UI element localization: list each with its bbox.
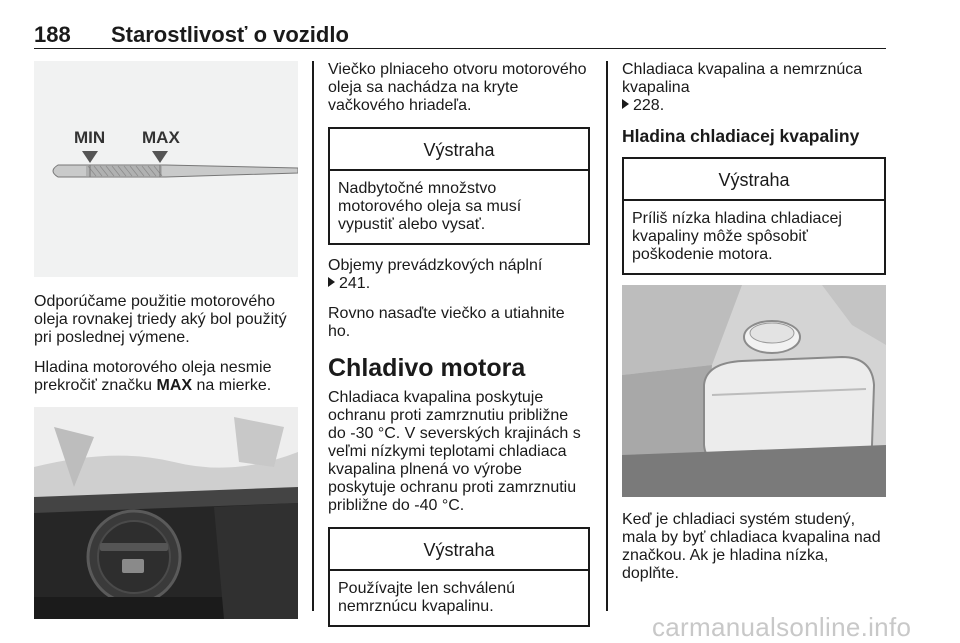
page-reference: 228. [633, 97, 665, 114]
page-reference: 241. [339, 275, 371, 292]
section-heading: Hladina chladiacej kvapaliny [622, 126, 860, 146]
engine-photo-illustration [34, 407, 298, 619]
paragraph: Chladiaca kvapalina poskytuje ochranu proti zamrznutiu približne do -30 °C. V severských krajinách s veľmi nízkymi teplotami chladiaca kvapalina plnená vo výrobe poskytuje ochranu proti zamrznutiu približne do -40 °C. [328, 389, 581, 514]
oil-cap-photo [34, 407, 298, 619]
paragraph [34, 359, 300, 395]
warning-body: Používajte len schválenú nemrznúcu kvapalinu. [338, 580, 515, 615]
paragraph [328, 257, 590, 293]
min-arrow-icon [82, 151, 98, 163]
warning-body: Nadbytočné množstvo motorového oleja sa musí vypustiť alebo vysať. [338, 180, 522, 233]
paragraph: Rovno nasaďte viečko a utiahnite ho. [328, 305, 565, 340]
dipstick-figure [34, 61, 298, 277]
chapter-title: Starostlivosť o vozidlo [111, 22, 349, 47]
column-3 [622, 61, 886, 595]
max-label: MAX [142, 128, 180, 147]
coolant-reservoir-photo [622, 285, 886, 497]
warning-title: Výstraha [330, 529, 588, 571]
paragraph [622, 61, 886, 115]
paragraph: Odporúčame použitie motorového oleja rovnakej triedy aký bol použitý pri poslednej výmene. [34, 293, 287, 346]
warning-box [328, 527, 590, 627]
warning-box [328, 127, 590, 245]
page-reference-icon [622, 99, 629, 109]
section-heading: Chladivo motora [328, 354, 526, 382]
column-divider [312, 61, 314, 611]
page-header [34, 8, 886, 49]
max-mark: MAX [156, 377, 193, 394]
reservoir-illustration [622, 285, 886, 497]
warning-title: Výstraha [330, 129, 588, 171]
column-1 [34, 61, 300, 619]
text-span: Objemy prevádzkových náplní [328, 257, 543, 274]
watermark: carmanualsonline.info [652, 612, 912, 642]
warning-box [622, 157, 886, 275]
paragraph: Viečko plniaceho otvoru motorového oleja sa nachádza na kryte vačkového hriadeľa. [328, 61, 587, 114]
column-2 [328, 61, 590, 627]
text-span: Hladina motorového oleja nesmie prekročiť značku [34, 359, 272, 394]
text-span: na mierke. [192, 377, 272, 394]
min-label: MIN [74, 128, 106, 147]
dipstick-illustration [34, 61, 298, 277]
warning-title: Výstraha [624, 159, 884, 201]
paragraph: Keď je chladiaci systém studený, mala by byť chladiaca kvapalina nad značkou. Ak je hladina nízka, doplňte. [622, 511, 881, 582]
column-divider [606, 61, 608, 611]
max-arrow-icon [152, 151, 168, 163]
warning-body: Príliš nízka hladina chladiacej kvapaliny môže spôsobiť poškodenie motora. [632, 210, 842, 263]
page-number: 188 [34, 22, 71, 47]
page-reference-icon [328, 277, 335, 287]
text-span: Chladiaca kvapalina a nemrznúca kvapalina [622, 61, 863, 96]
